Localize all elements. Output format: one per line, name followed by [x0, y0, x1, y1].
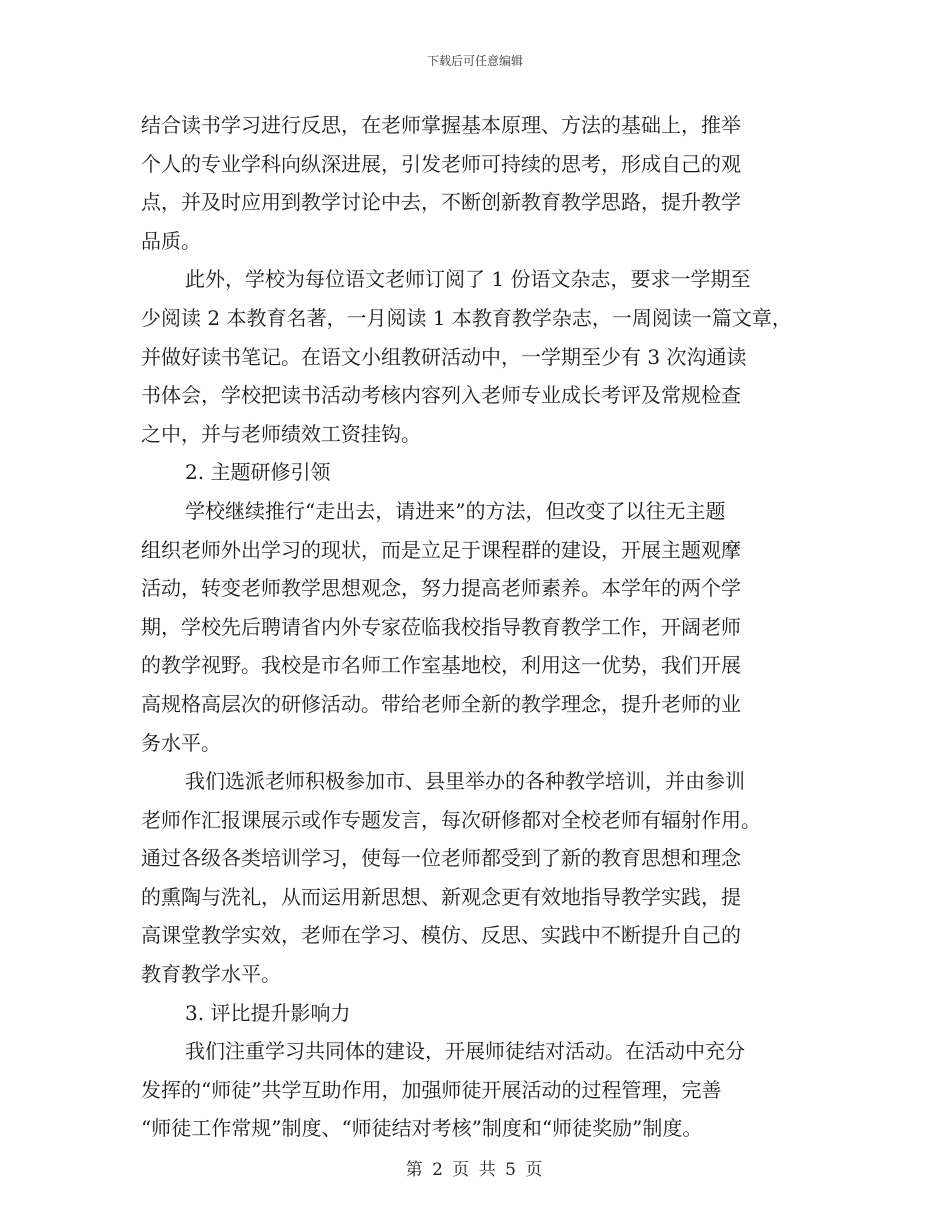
- page-footer: 第 2 页 共 5 页: [405, 1160, 545, 1180]
- paragraph-start-line: 此外，学校为每位语文老师订阅了 1 份语文杂志，要求一学期至: [185, 267, 751, 292]
- text-line: 活动，转变老师教学思想观念，努力提高老师素养。本学年的两个学: [141, 576, 741, 601]
- text-line: 务水平。: [141, 730, 221, 755]
- text-line: 发挥的“师徒”共学互助作用，加强师徒开展活动的过程管理，完善: [141, 1077, 722, 1102]
- text-line: 的教学视野。我校是市名师工作室基地校，利用这一优势，我们开展: [141, 653, 741, 678]
- text-line: 的熏陶与洗礼，从而运用新思想、新观念更有效地指导教学实践，提: [141, 884, 741, 909]
- text-line: 高课堂教学实效，老师在学习、模仿、反思、实践中不断提升自己的: [141, 923, 741, 948]
- text-line: 个人的专业学科向纵深进展，引发老师可持续的思考，形成自己的观: [141, 151, 741, 176]
- text-line: 通过各级各类培训学习，使每一位老师都受到了新的教育思想和理念: [141, 846, 741, 871]
- text-line: 期，学校先后聘请省内外专家莅临我校指导教育教学工作，开阔老师: [141, 614, 741, 639]
- text-line: 少阅读 2 本教育名著，一月阅读 1 本教育教学杂志，一周阅读一篇文章，: [141, 305, 792, 330]
- text-line: 老师作汇报课展示或作专题发言，每次研修都对全校老师有辐射作用。: [141, 807, 761, 832]
- paragraph-start-line: 我们注重学习共同体的建设，开展师徒结对活动。在活动中充分: [185, 1039, 745, 1064]
- text-line: 结合读书学习进行反思，在老师掌握基本原理、方法的基础上，推举: [141, 113, 741, 137]
- text-line: 点，并及时应用到教学讨论中去，不断创新教育教学思路，提升教学: [141, 190, 741, 215]
- paragraph-start-line: 学校继续推行“走出去，请进来”的方法，但改变了以往无主题: [185, 498, 726, 523]
- paragraph-start-line: 我们选派老师积极参加市、县里举办的各种教学培训，并由参训: [185, 769, 745, 794]
- text-line: “师徒工作常规”制度、“师徒结对考核”制度和“师徒奖励”制度。: [141, 1116, 703, 1141]
- text-line: 教育教学水平。: [141, 962, 281, 987]
- text-line: 品质。: [141, 228, 201, 253]
- document-body: [141, 106, 821, 1148]
- text-line: 并做好读书笔记。在语文小组教研活动中，一学期至少有 3 次沟通读: [141, 344, 747, 369]
- text-line: 组织老师外出学习的现状，而是立足于课程群的建设，开展主题观摩: [141, 537, 741, 562]
- section-heading: 3. 评比提升影响力: [185, 1000, 351, 1025]
- text-line: 之中，并与老师绩效工资挂钩。: [141, 421, 421, 446]
- section-heading: 2. 主题研修引领: [185, 460, 331, 485]
- page-header: 下载后可任意编辑: [426, 54, 523, 68]
- text-line: 书体会，学校把读书活动考核内容列入老师专业成长考评及常规检查: [141, 383, 741, 408]
- text-line: 高规格高层次的研修活动。带给老师全新的教学理念，提升老师的业: [141, 691, 741, 716]
